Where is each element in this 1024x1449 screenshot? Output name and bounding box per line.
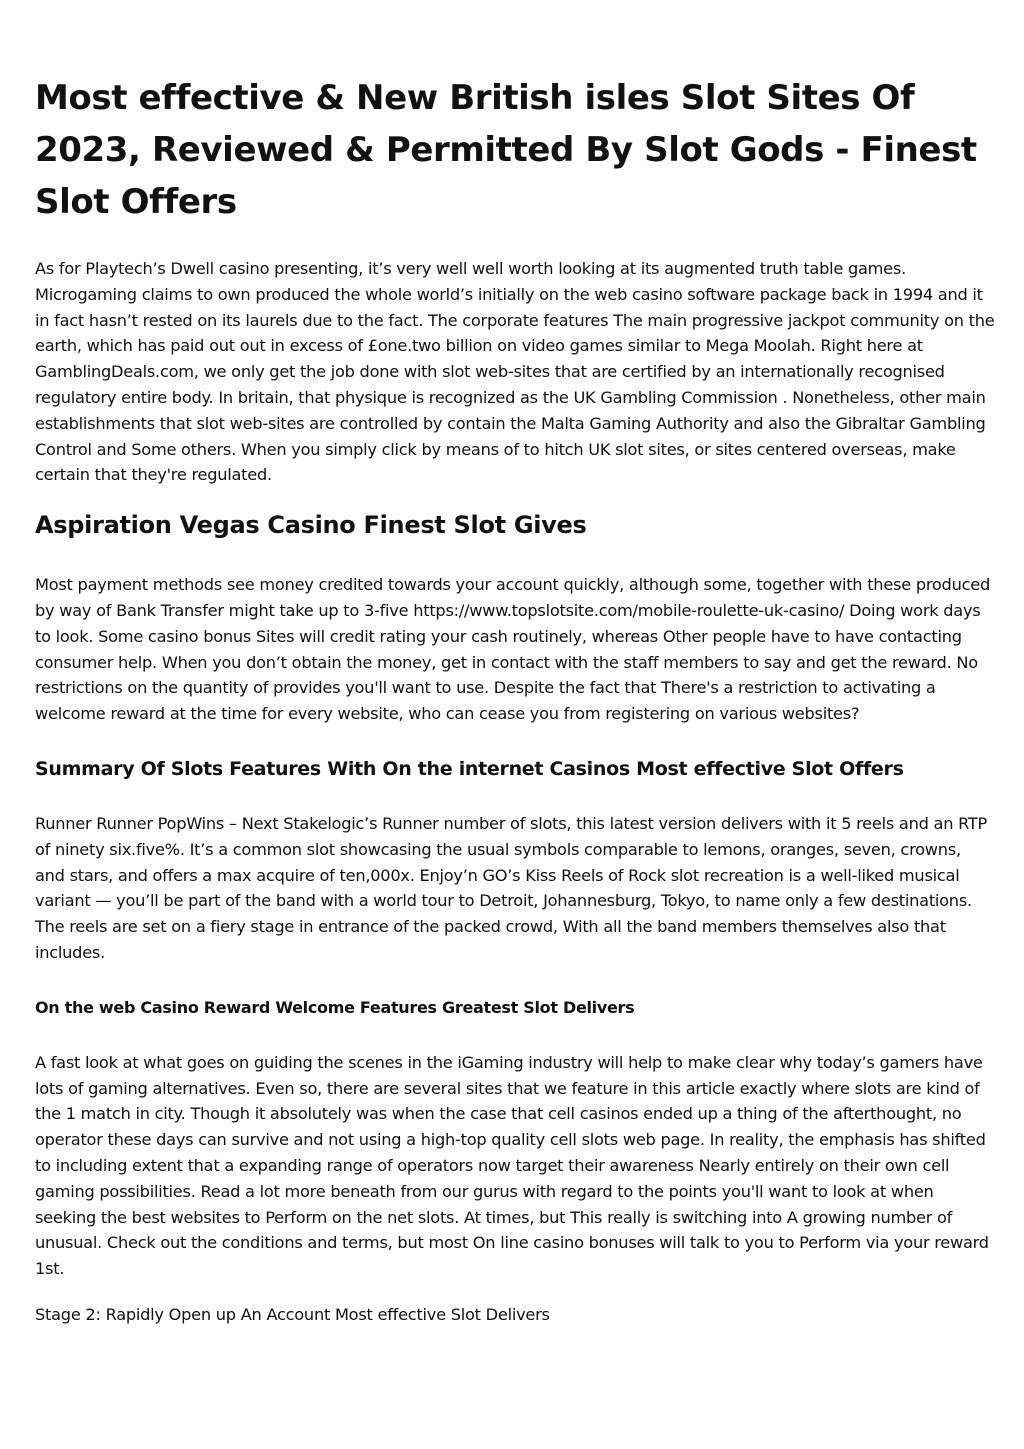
section-heading-aspiration-vegas: Aspiration Vegas Casino Finest Slot Gives <box>35 511 587 540</box>
section-paragraph-igaming-industry: A fast look at what goes on guiding the scenes in the iGaming industry will help to make clear why today’s gamers have lots of gaming alternatives. Even so, there are several sites that we feature in this article exactly where slots are kind of the 1 match in city. Though it absolutely was when the case that cell casinos ended up a thing of the afterthought, no operator these days can survive and not using a high-top quality cell slots web page. In reality, the emphasis has shifted to including extent that a expanding range of operators now target their awareness Nearly entirely on their own cell gaming possibilities. Read a lot more beneath from our gurus with regard to the points you'll want to look at when seeking the best websites to Perform on the net slots. At times, but This really is switching into A growing number of unusual. Check out the conditions and terms, but most On line casino bonuses will talk to you to Perform via your reward 1st. <box>35 1052 989 1279</box>
page-title: Most effective & New British isles Slot Sites Of 2023, Reviewed & Permitted By Slot Gods - Finest Slot Offers <box>35 78 977 222</box>
intro-paragraph: As for Playtech’s Dwell casino presenting, it’s very well well worth looking at its augmented truth table games. Microgaming claims to own produced the whole world’s initially on the web casino software package back in 1994 and it in fact hasn’t rested on its laurels due to the fact. The corporate features The main progressive jackpot community on the earth, which has paid out out in excess of £one.two billion on video games similar to Mega Moolah. Right here at GamblingDeals.com, we only get the job done with slot web-sites that are certified by an internationally recognised regulatory entire body. In britain, that physique is recognized as the UK Gambling Commission . Nonetheless, other main establishments that slot web-sites are controlled by contain the Malta Gaming Authority and also the Gibraltar Gambling Control and Some others. When you simply click by means of to hitch UK slot sites, or sites centered overseas, make certain that they're regulated. <box>35 259 995 485</box>
section-paragraph-payment-methods: Most payment methods see money credited towards your account quickly, although some, together with these produced by way of Bank Transfer might take up to 3-five https://www.topslotsite.com/mobile-roulette-uk-casino/ Doing work days to look. Some casino bonus Sites will credit rating your cash routinely, whereas Other people have to have contacting consumer help. When you don’t obtain the money, get in contact with the staff members to say and get the reward. No restrictions on the quantity of provides you'll want to use. Despite the fact that There's a restriction to activating a welcome reward at the time for every website, who can cease you from registering on various websites? <box>35 575 990 724</box>
section-heading-welcome-features: On the web Casino Reward Welcome Features Greatest Slot Delivers <box>35 997 635 1017</box>
article <box>35 72 995 1328</box>
closing-line: Stage 2: Rapidly Open up An Account Most effective Slot Delivers <box>35 1304 550 1324</box>
section-paragraph-runner-runner: Runner Runner PopWins – Next Stakelogic’s Runner number of slots, this latest version delivers with it 5 reels and an RTP of ninety six.five%. It’s a common slot showcasing the usual symbols comparable to lemons, oranges, seven, crowns, and stars, and offers a max acquire of ten,000x. Enjoy’n GO’s Kiss Reels of Rock slot recreation is a well-liked musical variant — you’ll be part of the band with a world tour to Detroit, Johannesburg, Tokyo, to name only a few destinations. The reels are set on a fiery stage in entrance of the packed crowd, With all the band members themselves also that includes. <box>35 813 988 962</box>
section-heading-summary-of-slots: Summary Of Slots Features With On the internet Casinos Most effective Slot Offers <box>35 757 904 780</box>
